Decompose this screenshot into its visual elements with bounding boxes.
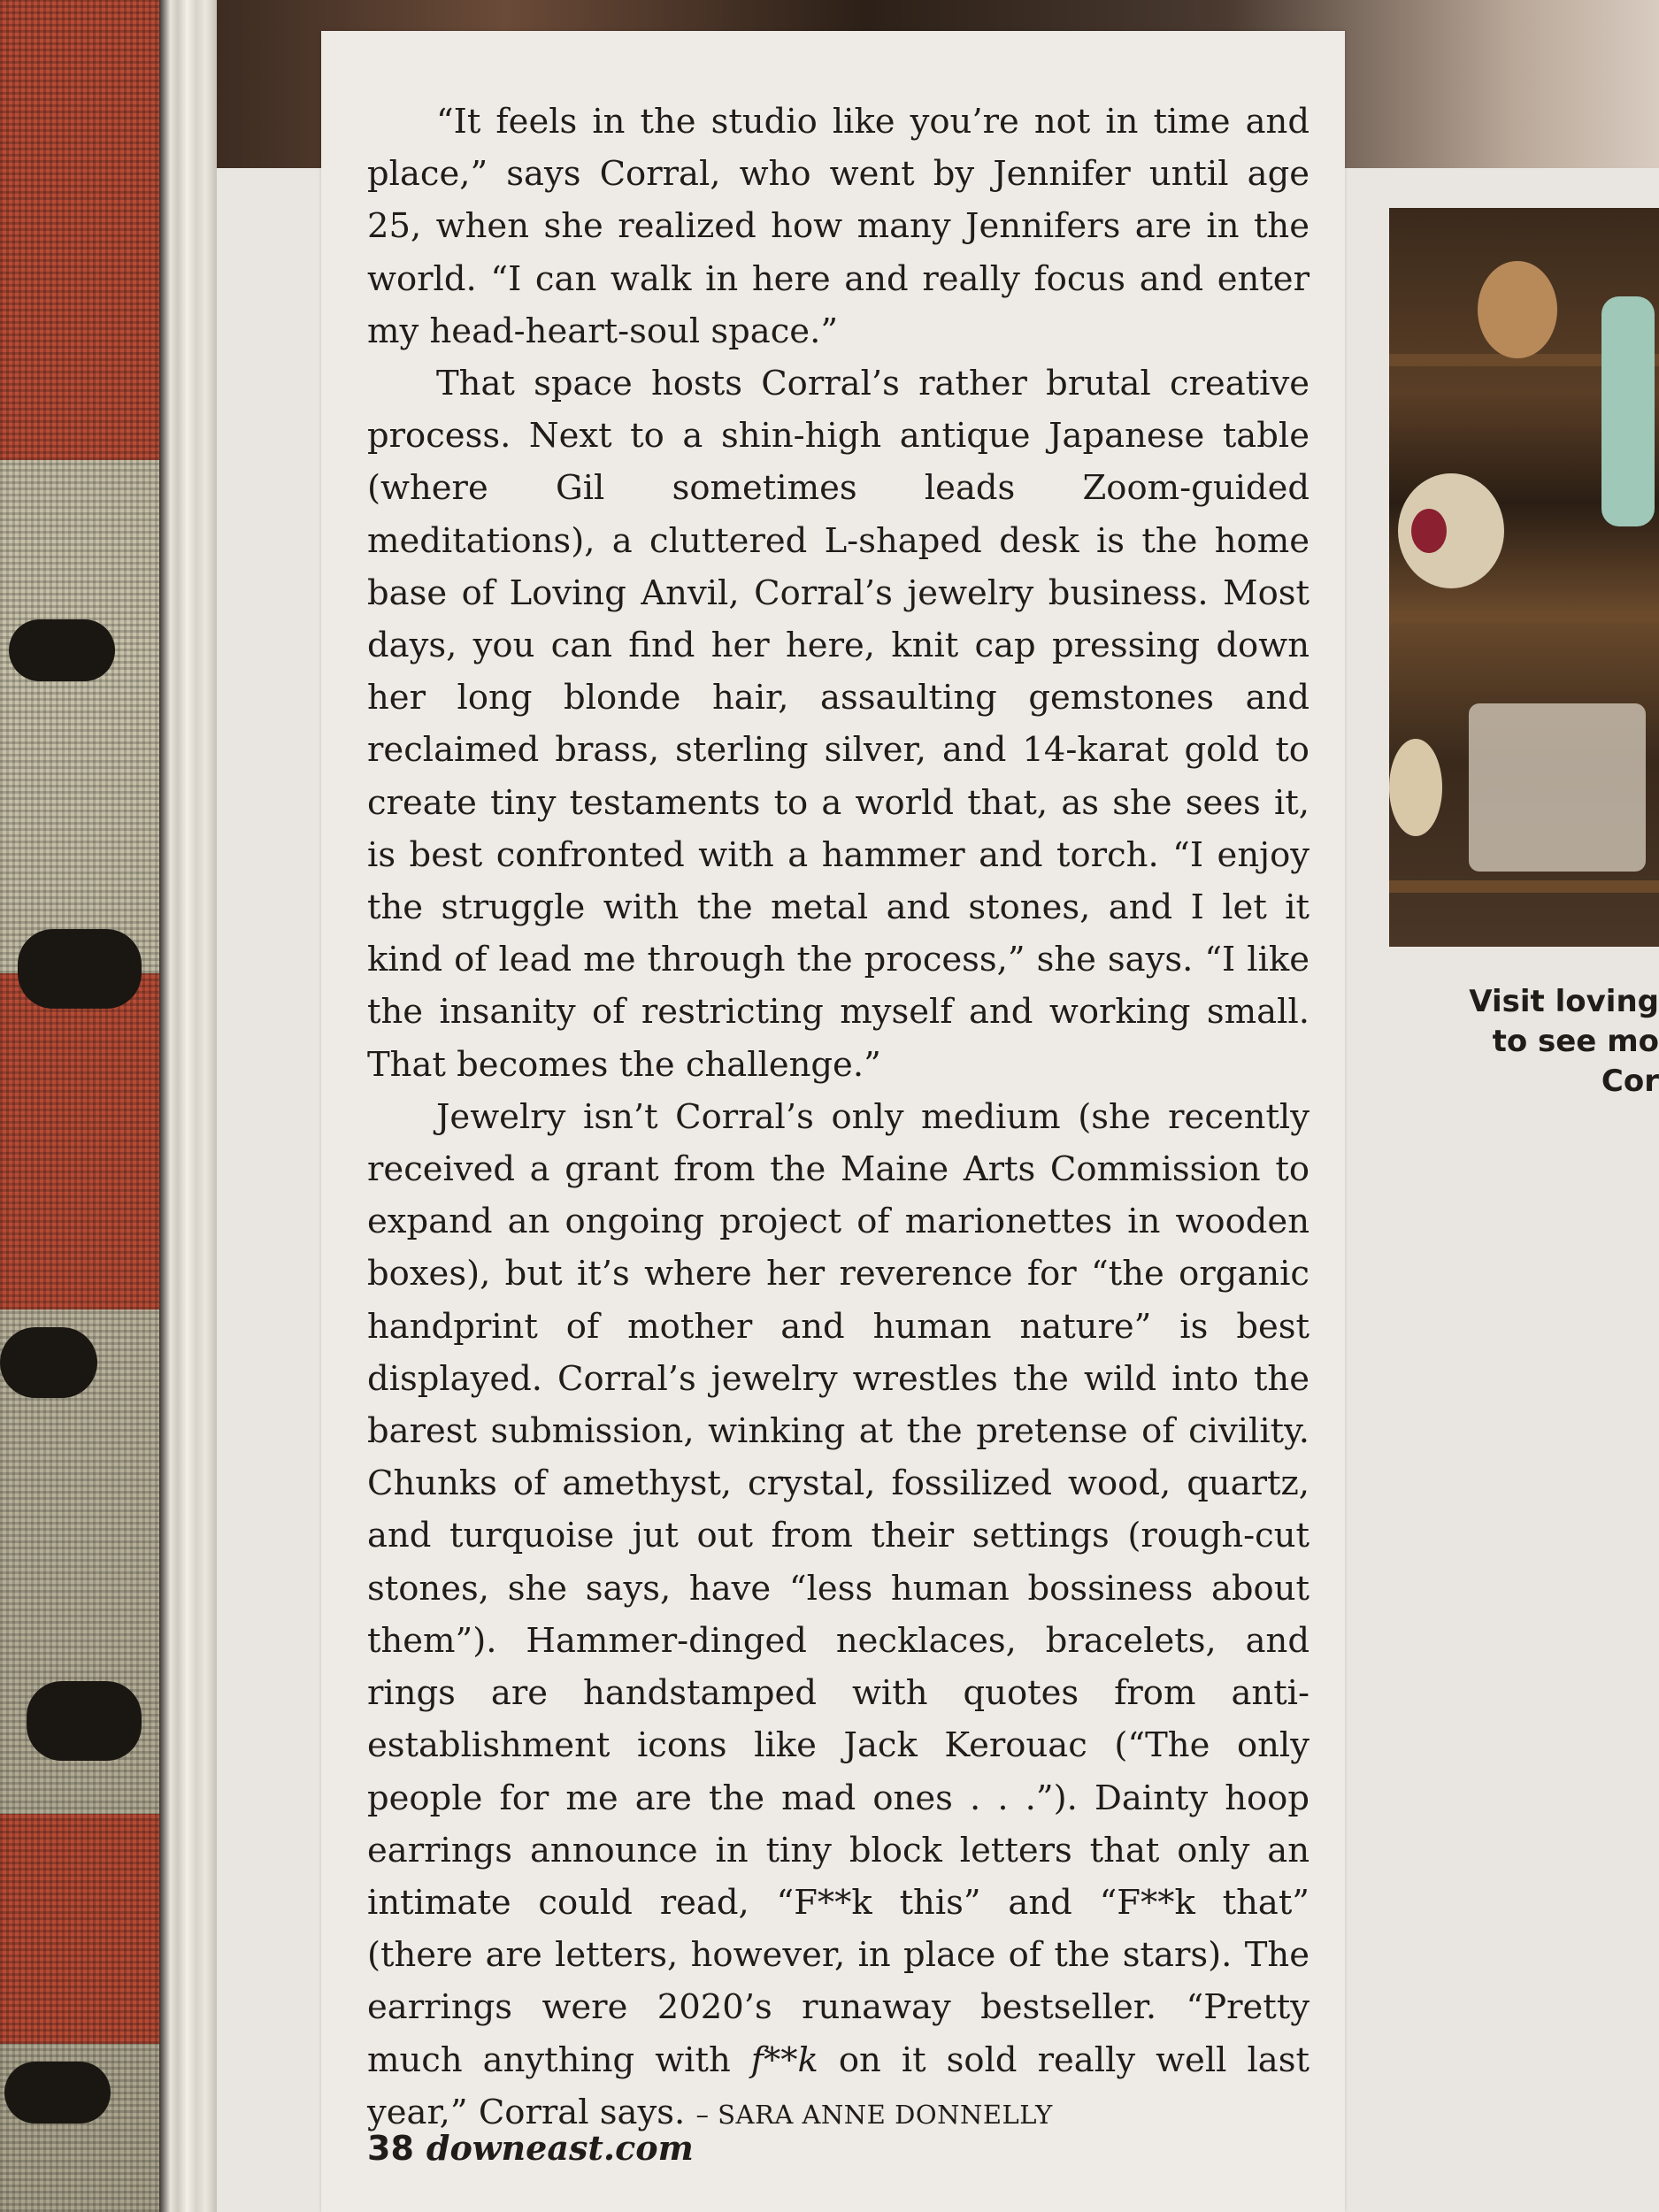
photo-object [1411,509,1447,553]
photo-object [1389,739,1442,836]
photo-shelf [1389,880,1659,893]
fabric-pattern-mark [0,1327,97,1398]
background-fabric [0,0,177,2212]
paragraph-3-closing: on it sold really well last year,” Corral says. [367,2039,1310,2132]
caption-line-2: to see mo [1492,1024,1659,1059]
fabric-pattern-mark [9,619,115,681]
caption-line-3: Cor [1601,1064,1659,1099]
page-folio [367,2128,694,2168]
fabric-pattern-mark [4,2062,111,2124]
fabric-red-stripe [0,973,177,1310]
article-body [367,96,1310,2141]
fabric-pattern-mark [27,1681,142,1761]
page-number: 38 [367,2129,414,2168]
article-paragraph-3 [367,1091,1310,2141]
paragraph-3-text: Jewelry isn’t Corral’s only medium (she recently received a grant from the Maine Arts Commission to expand an ongoing project of marionettes in wooden boxes), but it’s where her reverence for “the organic handprint of mother and human nature” is best displayed. Corral’s jewelry wrestles the wild into the barest submission, winking at the pretense of civility. Chunks of amethyst, crystal, fossilized wood, quartz, and turquoise jut out from their settings (rough-cut stones, she says, have “less human bossiness about them”). Hammer-dinged necklaces, bracelets, and rings are handstamped with quotes from anti-establishment icons like Jack Kerouac (“The only people for me are the mad ones . . .”). Dainty hoop earrings announce in tiny block letters that only an intimate could read, “F**k this” and “F**k that” (there are letters, however, in place of the stars). The earrings were 2020’s runaway bestseller. “Pretty much anything with [367,1096,1310,2080]
fabric-pattern-mark [18,929,142,1009]
caption-line-1: Visit loving [1469,984,1659,1019]
article-paragraph-2: That space hosts Corral’s rather brutal creative process. Next to a shin-high antique Japanese table (where Gil sometimes leads Zoom-guided meditations), a cluttered L-shaped desk is the home base of Loving Anvil, Corral’s jewelry business. Most days, you can find her here, knit cap pressing down her long blonde hair, assaulting gemstones and reclaimed brass, sterling silver, and 14-karat gold to create tiny testaments to a world that, as she sees it, is best confronted with a hammer and torch. “I enjoy the struggle with the metal and stones, and I let it kind of lead me through the process,” she says. “I like the insanity of restricting myself and working small. That becomes the challenge.” [367,364,1310,1085]
photo-object [1478,261,1557,358]
photo-object [1601,296,1655,526]
fabric-red-stripe [0,0,177,460]
photo-caption [1460,982,1659,1102]
photo-object [1469,703,1646,872]
italic-word: f**k [750,2039,818,2080]
fabric-red-stripe [0,1814,177,2044]
folio-site: downeast.com [426,2128,694,2168]
shelf-photo [1389,208,1659,947]
article-paragraph-1: “It feels in the studio like you’re not in time and place,” says Corral, who went by Jennifer until age 25, when she realized how many Jennifers are in the world. “I can walk in here and really focus and enter my head-heart-soul space.” [367,102,1310,351]
photo-shelf [1389,611,1659,623]
magazine-page-edge [159,0,221,2212]
byline: – SARA ANNE DONNELLY [695,2099,1053,2130]
